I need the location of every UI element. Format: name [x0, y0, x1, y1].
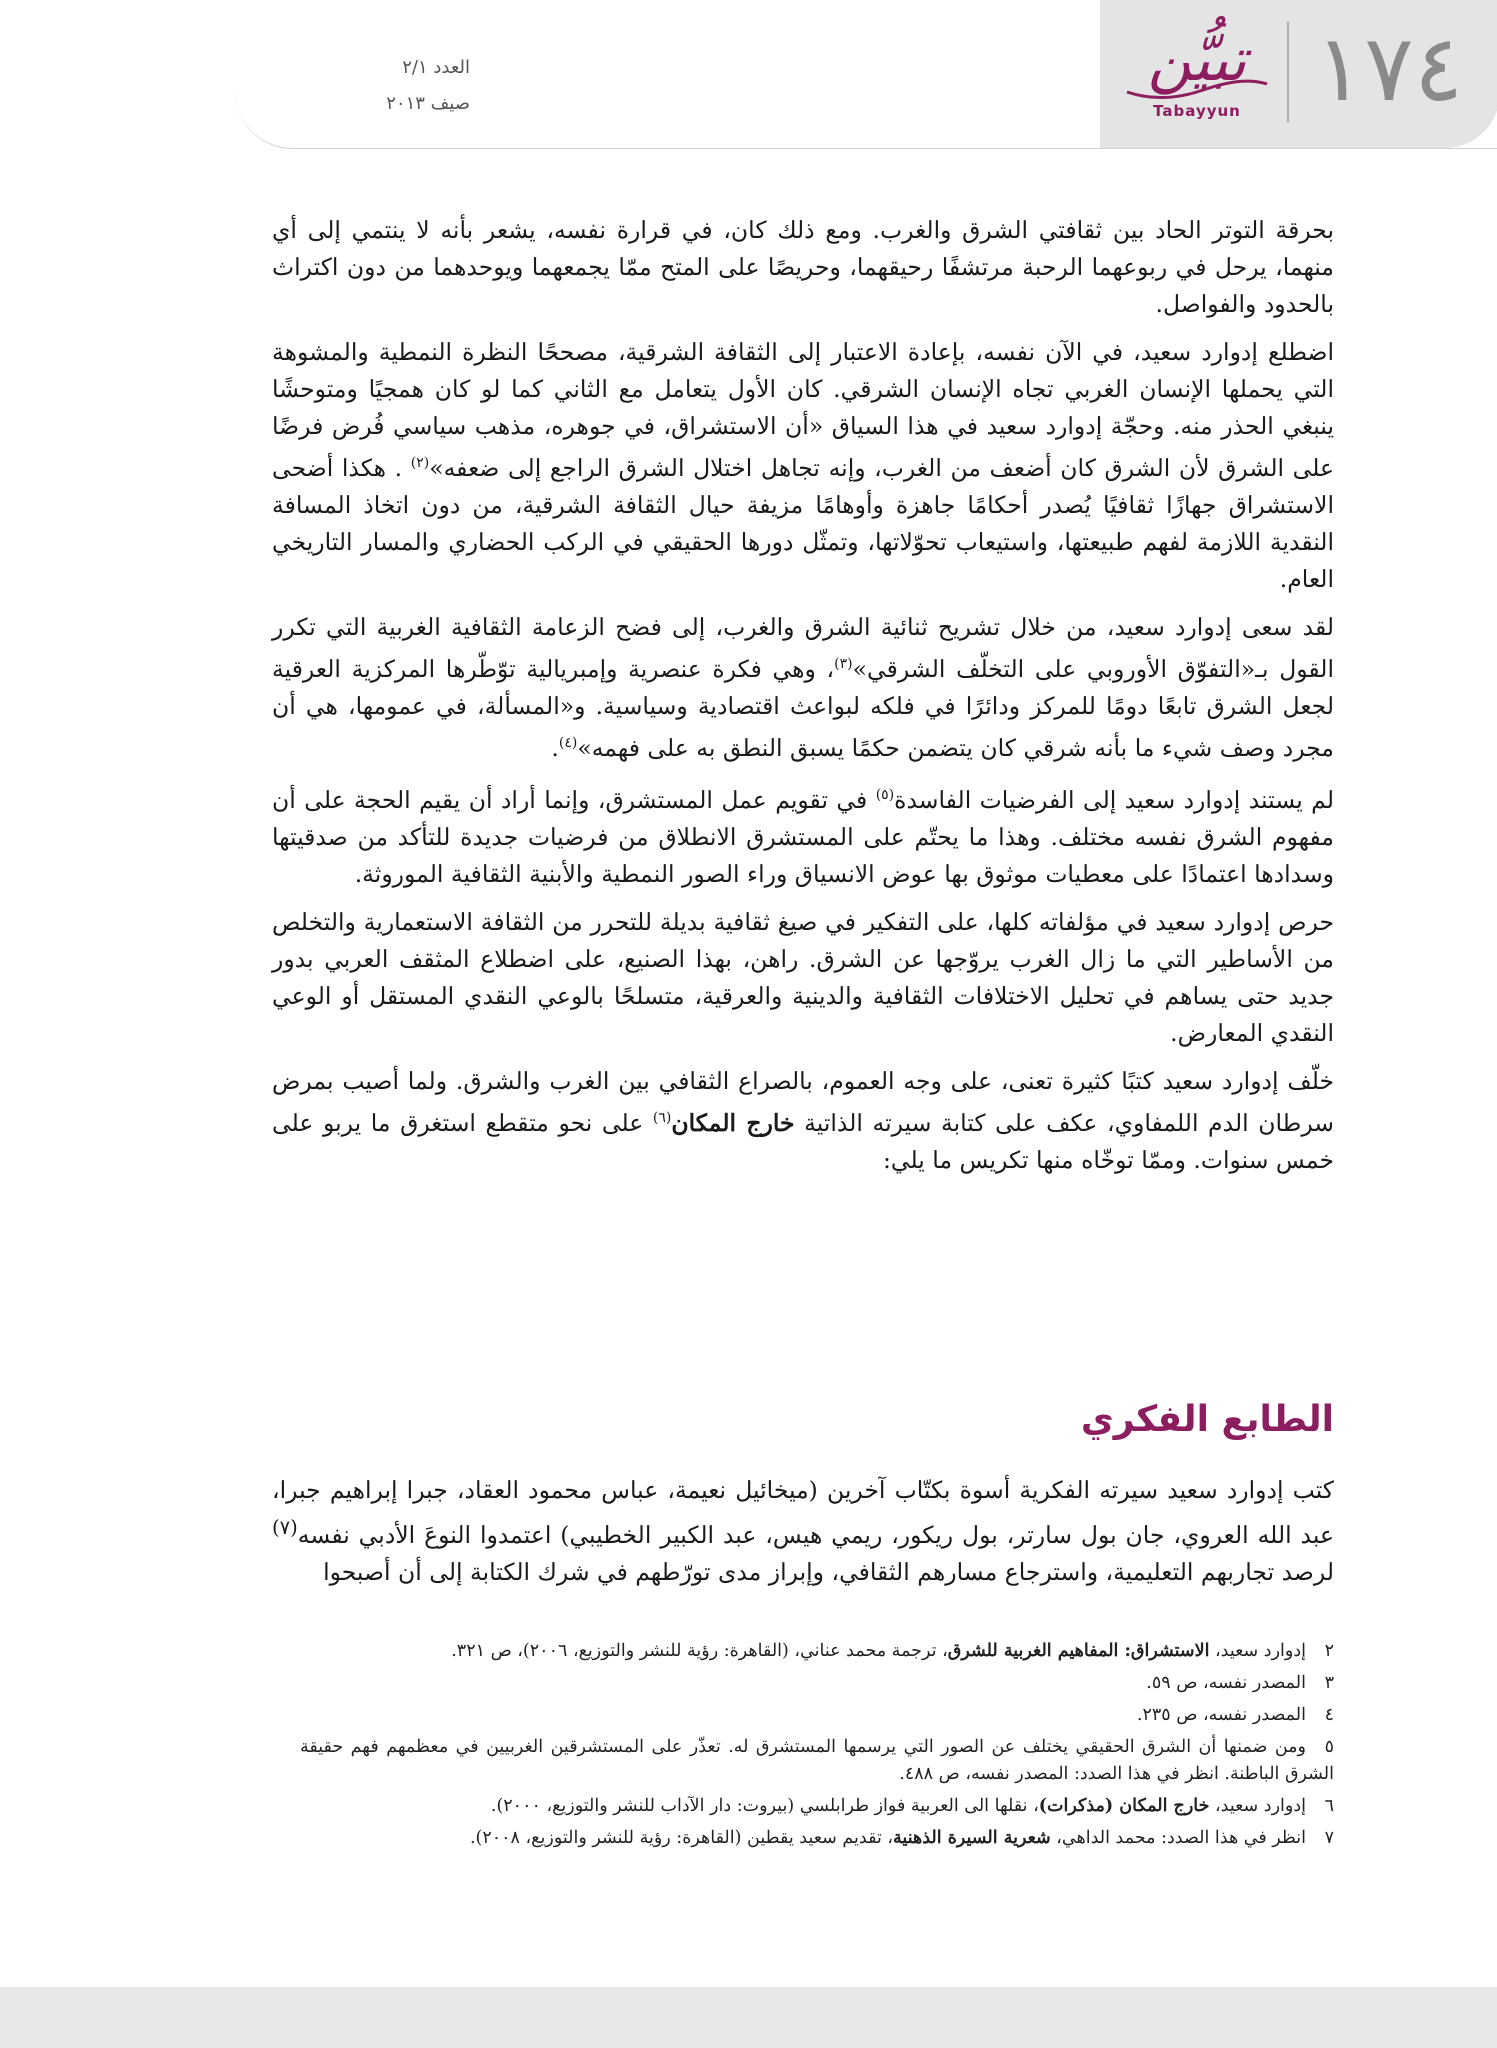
paragraph: اضطلع إدوارد سعيد، في الآن نفسه، بإعادة الاعتبار إلى الثقافة الشرقية، مصححًا النظرة النمطية والمشوهة التي يحملها الإنسان الغربي تجاه الإنسان الشرقي. كان الأول يتعامل مع الثاني كما لو كان همجيًا ومتوحشًا ينبغي الحذر منه. وحجّة إدوارد سعيد في هذا السياق «أن الاستشراق، في جوهره، مذهب سياسي فُرض فرضًا على الشرق لأن الشرق كان أضعف من الغرب، وإنه تجاهل اختلال الشرق الراجع إلى ضعفه»$^{(٢)}$ . هكذا أضحى الاستشراق جهازًا ثقافيًا يُصدر أحكامًا جاهزة وأوهامًا مزيفة حيال الثقافة الشرقية، من دون اتخاذ المسافة النقدية اللازمة لفهم طبيعتها، واستيعاب تحوّلاتها، وتمثّل دورها الحقيقي في الركب الحضاري والمسار التاريخي العام.: [272, 338, 1335, 593]
footnote-ref[interactable]: (٢): [410, 455, 430, 471]
footnote: ٣المصدر نفسه، ص ٥٩.: [1146, 1673, 1334, 1693]
footnote: ٤المصدر نفسه، ص ٢٣٥.: [1136, 1705, 1334, 1725]
header-divider: [1287, 22, 1289, 122]
issue-number: العدد ٢/١: [402, 57, 470, 78]
footnote: ٢إدوارد سعيد، الاستشراق: المفاهيم الغربية للشرق، ترجمة محمد عناني، (القاهرة: رؤية للنشر والتوزيع، ٢٠٠٦)، ص ٣٢١.: [451, 1641, 1334, 1661]
tabayyun-logo: [1117, 22, 1277, 130]
page-number: ١٧٤: [1314, 15, 1464, 122]
issue-season: صيف ٢٠١٣: [386, 93, 470, 114]
logo-arabic: تبيُّن: [1147, 25, 1247, 95]
paragraph: لم يستند إدوارد سعيد إلى الفرضيات الفاسدة$^{(٥)}$ في تقويم عمل المستشرق، وإنما أراد أن يقيم الحجة على أن مفهوم الشرق نفسه مختلف. وهذا ما يحتّم على المستشرق الانطلاق من فرضيات جديدة للتأكد من صدقيتها وسدادها اعتمادًا على معطيات موثوق بها عوض الانسياق وراء الصور النمطية والأبنية الثقافية الموروثة.: [272, 786, 1334, 889]
issue-info: [250, 50, 470, 122]
footnote-ref[interactable]: (٦): [652, 1110, 672, 1127]
article-body: [272, 212, 1334, 1190]
book-title: خارج المكان: [671, 1109, 795, 1138]
footer-bar: [0, 1987, 1497, 2048]
footnote: ٧انظر في هذا الصدد: محمد الداهي، شعرية السيرة الذهنية، تقديم سعيد يقطين (القاهرة: رؤية للنشر والتوزيع، ٢٠٠٨).: [469, 1828, 1334, 1848]
footnote-ref[interactable]: (٤): [558, 734, 578, 751]
logo-swash-icon: [1123, 78, 1271, 102]
paragraph: حرص إدوارد سعيد في مؤلفاته كلها، على التفكير في صيغ ثقافية بديلة للتحرر من الثقافة الاستعمارية والتخلص من الأساطير التي ما زال الغرب يروّجها عن الشرق. راهن، بهذا الصنيع، على اضطلاع المثقف العربي بدور جديد حتى يساهم في تحليل الاختلافات الثقافية والدينية والعرقية، متسلحًا بالوعي النقدي المستقل أو الوعي النقدي المعارض.: [272, 908, 1334, 1048]
section-body: [272, 1472, 1334, 1591]
footnote-ref[interactable]: (٥): [875, 787, 895, 804]
footnotes: [300, 1638, 1334, 1857]
section-heading: الطابع الفكري: [1080, 1399, 1334, 1440]
paragraph: كتب إدوارد سعيد سيرته الفكرية أسوة بكتّاب آخرين (ميخائيل نعيمة، عباس محمود العقاد، جبرا إبراهيم جبرا، عبد الله العروي، جان بول سارتر، بول ريكور، ريمي هيس، عبد الكبير الخطيبي) اعتمدوا النوعَ الأدبي نفسه$^{(٧)}$ لرصد تجاربهم التعليمية، واسترجاع مسارهم الثقافي، وإبراز مدى تورّطهم في شرك الكتابة إلى أن أصبحوا: [272, 1476, 1334, 1586]
logo-latin: Tabayyun: [1153, 102, 1241, 120]
footnote: ٥ومن ضمنها أن الشرق الحقيقي يختلف عن الصور التي يرسمها المستشرق له. تعذّر على المستشرقين الغربيين في معظمهم فهم حقيقة الشرق الباطنة. انظر في هذا الصدد: المصدر نفسه، ص ٤٨٨.: [300, 1737, 1334, 1784]
footnote-ref[interactable]: (٧): [272, 1516, 298, 1539]
paragraph: لقد سعى إدوارد سعيد، من خلال تشريح ثنائية الشرق والغرب، إلى فضح الزعامة الثقافية الغربية التي تكرر القول بـ«التفوّق الأوروبي على التخلّف الشرقي»$^{(٣)}$، وهي فكرة عنصرية وإمبريالية توّطّرها المركزية العرقية لجعل الشرق تابعًا دومًا للمركز ودائرًا في فلكه لبواعث اقتصادية وسياسية. و«المسألة، في عمومها، هي أن مجرد وصف شيء ما بأنه شرقي كان يتضمن حكمًا يسبق النطق به على فهمه»$^{(٤)}$.: [272, 612, 1334, 762]
paragraph: بحرقة التوتر الحاد بين ثقافتي الشرق والغرب. ومع ذلك كان، في قرارة نفسه، يشعر بأنه لا ينتمي إلى أي منهما، يرحل في ربوعهما الرحبة مرتشفًا رحيقهما، وحريصًا على المتح ممّا يجمعهما ويوحدهما من دون اكتراث بالحدود والفواصل.: [272, 216, 1334, 318]
footnote-ref[interactable]: (٣): [834, 655, 853, 672]
footnote: ٦إدوارد سعيد، خارج المكان (مذكرات)، نقلها الى العربية فواز طرابلسي (بيروت: دار الآداب للنشر والتوزيع، ٢٠٠٠).: [490, 1796, 1334, 1816]
paragraph: خلّف إدوارد سعيد كتبًا كثيرة تعنى، على وجه العموم، بالصراع الثقافي بين الغرب والشرق. ولما أصيب بمرض سرطان الدم اللمفاوي، عكف على كتابة سيرته الذاتية خارج المكان$^{(٦)}$ على نحو متقطع استغرق ما يربو على خمس سنوات. وممّا توخّاه منها تكريس ما يلي:: [272, 1067, 1334, 1175]
